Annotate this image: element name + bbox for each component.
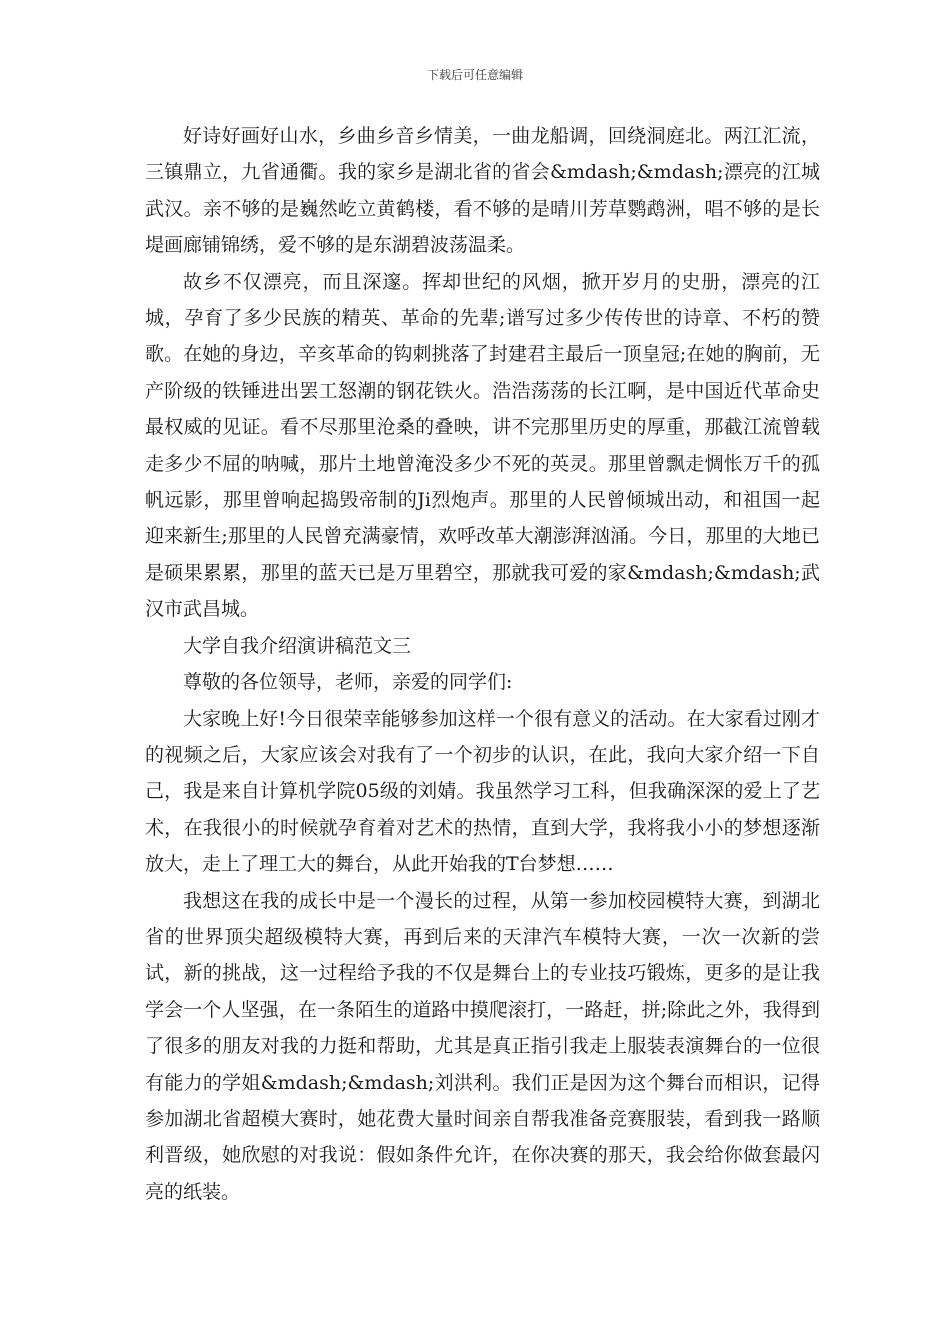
paragraph-self-intro: 大家晚上好!今日很荣幸能够参加这样一个很有意义的活动。在大家看过刚才的视频之后，大家应该会对我有了一个初步的认识，在此，我向大家介绍一下自己，我是来自计算机学院05级的刘婧。我虽然学习工科，但我确深深的爱上了艺术，在我很小的时候就孕育着对艺术的热情，直到大学，我将我小小的梦想逐渐放大，走上了理工大的舞台，从此开始我的T台梦想…… [145,707,820,876]
document-body [145,118,820,1210]
paragraph-hometown-history: 故乡不仅漂亮，而且深邃。挥却世纪的风烟，掀开岁月的史册，漂亮的江城，孕育了多少民族的精英、革命的先辈;谱写过多少传传世的诗章、不朽的赞歌。在她的身边，辛亥革命的钩刺挑落了封建君主最后一顶皇冠;在她的胸前，无产阶级的铁锤进出罢工怒潮的钢花铁火。浩浩荡荡的长江啊，是中国近代革命史最权威的见证。看不尽那里沧桑的叠映，讲不完那里历史的厚重，那截江流曾载走多少不屈的呐喊，那片土地曾淹没多少不死的英灵。那里曾飘走惆怅万千的孤帆远影，那里曾响起捣毁帝制的Ji烈炮声。那里的人民曾倾城出动，和祖国一起迎来新生;那里的人民曾充满豪情，欢呼改革大潮澎湃汹涌。今日，那里的大地已是硕果累累，那里的蓝天已是万里碧空，那就我可爱的家&mdash;&mdash;武汉市武昌城。 [145,270,820,621]
section-title: 大学自我介绍演讲稿范文三 [183,634,412,657]
salutation: 尊敬的各位领导，老师，亲爱的同学们: [183,671,513,694]
page-header-note: 下载后可任意编辑 [426,68,523,82]
paragraph-hometown-intro: 好诗好画好山水，乡曲乡音乡情美，一曲龙船调，回绕洞庭北。两江汇流，三镇鼎立，九省通衢。我的家乡是湖北省的省会&mdash;&mdash;漂亮的江城武汉。亲不够的是巍然屹立黄鹤楼，看不够的是晴川芳草鹦鹉洲，唱不够的是长堤画廊铺锦绣，爱不够的是东湖碧波荡温柔。 [145,125,820,257]
paragraph-growth: 我想这在我的成长中是一个漫长的过程，从第一参加校园模特大赛，到湖北省的世界顶尖超级模特大赛，再到后来的天津汽车模特大赛，一次一次新的尝试，新的挑战，这一过程给予我的不仅是舞台上的专业技巧锻炼，更多的是让我学会一个人坚强，在一条陌生的道路中摸爬滚打，一路赶，拼;除此之外，我得到了很多的朋友对我的力挺和帮助，尤其是真正指引我走上服装表演舞台的一位很有能力的学姐&mdash;&mdash;刘洪利。我们正是因为这个舞台而相识，记得参加湖北省超模大赛时，她花费大量时间亲自帮我准备竞赛服装，看到我一路顺利晋级，她欣慰的对我说：假如条件允许，在你决赛的那天，我会给你做套最闪亮的纸装。 [145,889,820,1203]
